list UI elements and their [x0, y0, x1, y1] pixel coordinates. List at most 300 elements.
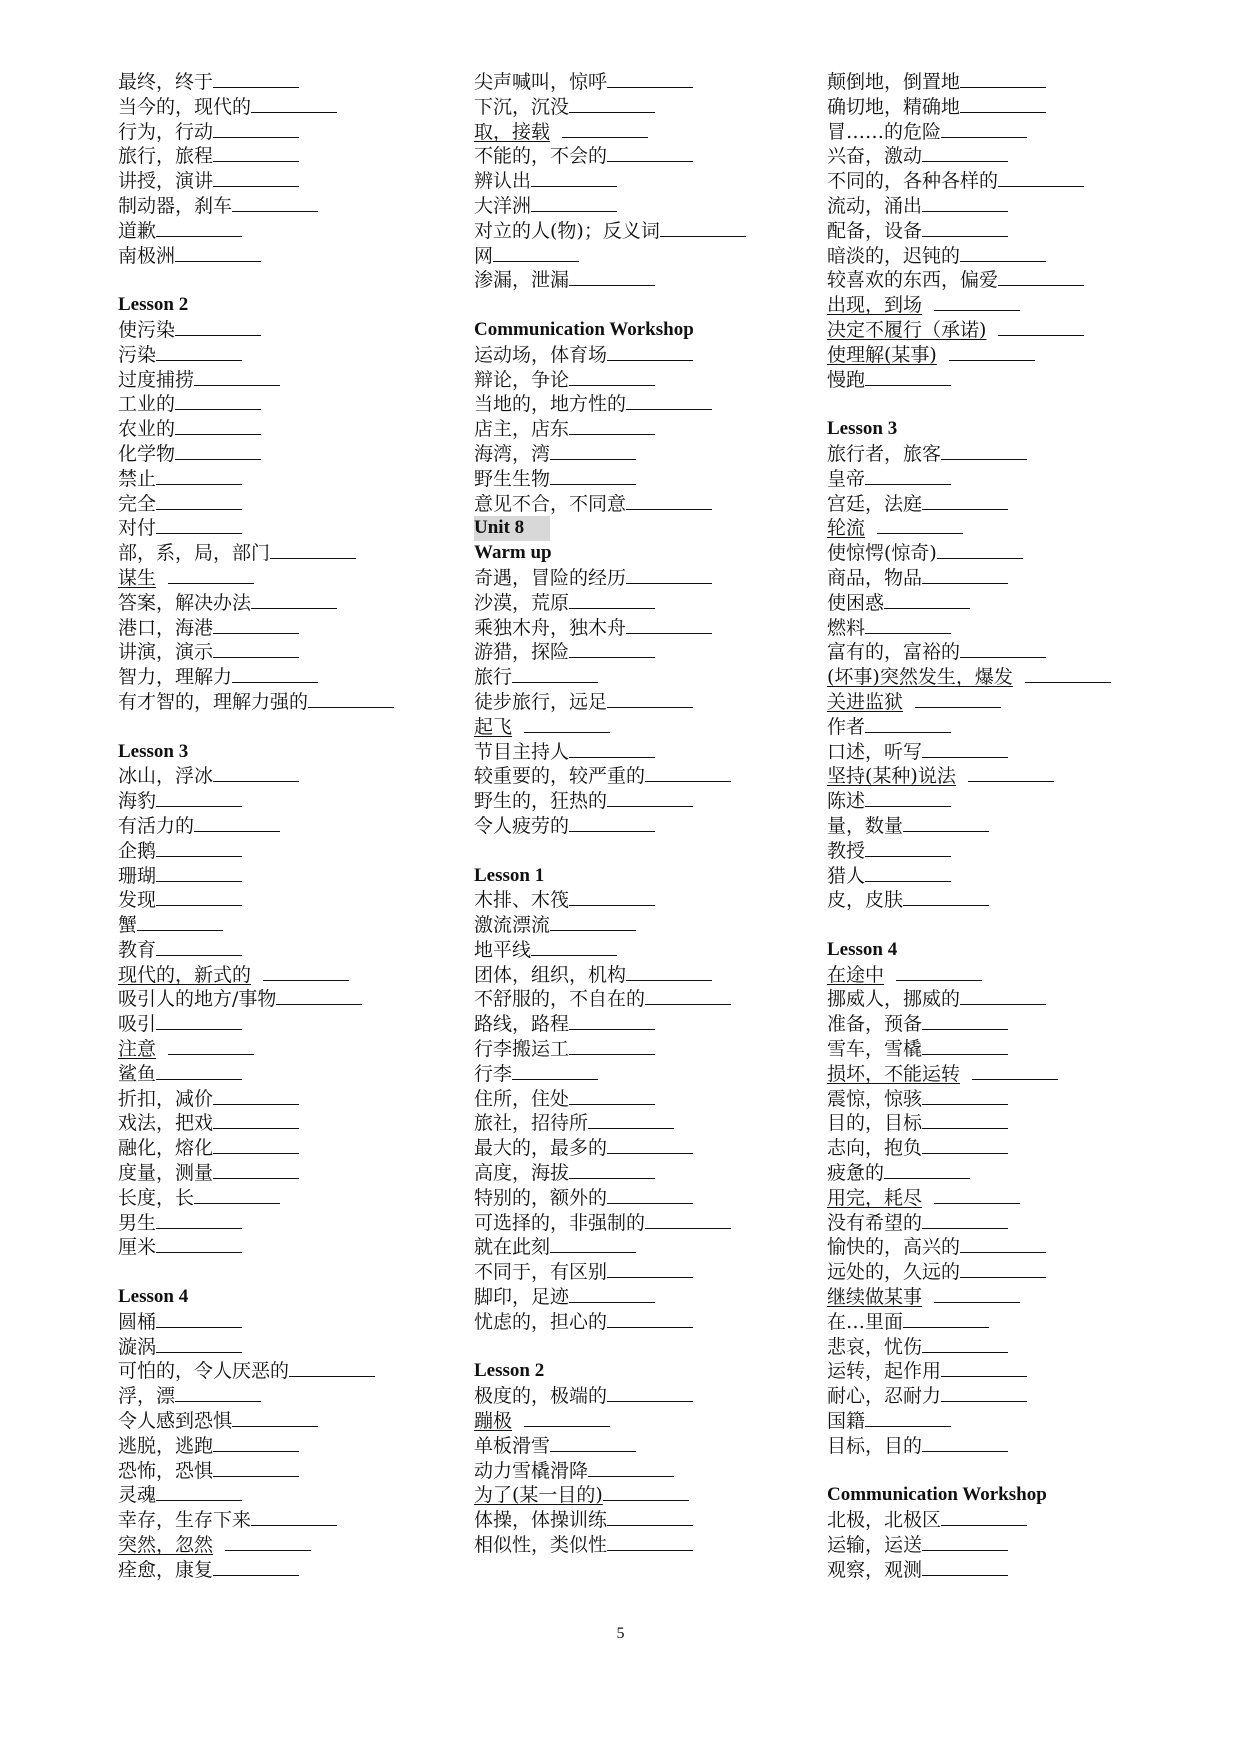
- answer-blank[interactable]: [550, 1251, 636, 1253]
- answer-blank[interactable]: [156, 1499, 242, 1501]
- answer-blank[interactable]: [225, 1549, 311, 1551]
- vocab-term: 野生生物: [474, 467, 551, 490]
- answer-blank[interactable]: [156, 1028, 242, 1030]
- answer-blank[interactable]: [569, 1053, 655, 1055]
- answer-blank[interactable]: [213, 1177, 299, 1179]
- answer-blank[interactable]: [922, 1227, 1008, 1229]
- answer-blank[interactable]: [569, 1301, 655, 1303]
- answer-blank[interactable]: [915, 706, 1001, 708]
- answer-blank[interactable]: [232, 1425, 318, 1427]
- answer-blank[interactable]: [922, 1127, 1008, 1129]
- vocab-entry: [118, 1335, 448, 1360]
- vocab-entry: [827, 1335, 1157, 1360]
- answer-blank[interactable]: [156, 1326, 242, 1328]
- answer-blank[interactable]: [922, 210, 1008, 212]
- answer-blank[interactable]: [968, 780, 1054, 782]
- vocab-entry: [118, 1012, 448, 1037]
- answer-blank[interactable]: [251, 607, 337, 609]
- vocab-entry: [474, 1012, 804, 1037]
- answer-blank[interactable]: [156, 880, 242, 882]
- answer-blank[interactable]: [194, 830, 280, 832]
- vocab-term: 颠倒地，倒置地: [827, 71, 961, 93]
- vocab-term: 冒……的危险: [827, 120, 942, 143]
- vocab-entry: [474, 1087, 804, 1112]
- answer-blank[interactable]: [1025, 681, 1111, 683]
- vocab-column-1: [118, 70, 448, 1583]
- answer-blank[interactable]: [569, 830, 655, 832]
- answer-blank[interactable]: [903, 1326, 989, 1328]
- answer-blank[interactable]: [531, 210, 617, 212]
- vocab-term: 厘米: [118, 1236, 157, 1259]
- answer-blank[interactable]: [941, 1524, 1027, 1526]
- answer-blank[interactable]: [251, 111, 337, 113]
- vocab-entry: [827, 318, 1157, 343]
- vocab-term: 猎人: [827, 864, 866, 887]
- vocab-term: 燃料: [827, 616, 866, 639]
- answer-blank[interactable]: [156, 954, 242, 956]
- vocab-term: 行李搬运工: [474, 1038, 570, 1061]
- answer-blank[interactable]: [175, 458, 261, 460]
- answer-blank[interactable]: [213, 185, 299, 187]
- vocab-term: 折扣，减价: [118, 1087, 214, 1110]
- answer-blank[interactable]: [645, 780, 731, 782]
- answer-blank[interactable]: [232, 681, 318, 683]
- answer-blank[interactable]: [865, 855, 951, 857]
- answer-blank[interactable]: [941, 1375, 1027, 1377]
- vocab-term: 路线，路程: [474, 1013, 570, 1036]
- vocab-entry: [118, 1459, 448, 1484]
- answer-blank[interactable]: [626, 508, 712, 510]
- vocab-entry: [118, 888, 448, 913]
- answer-blank[interactable]: [607, 160, 693, 162]
- vocab-term: 戏法，把戏: [118, 1112, 214, 1135]
- answer-blank[interactable]: [865, 880, 951, 882]
- vocab-term: 企鹅: [118, 839, 157, 862]
- section-heading: Unit 8: [474, 516, 550, 541]
- answer-blank[interactable]: [289, 1375, 375, 1377]
- vocab-term: 相似性，类似性: [474, 1534, 608, 1557]
- section-heading: Lesson 1: [474, 864, 545, 886]
- answer-blank[interactable]: [607, 1276, 693, 1278]
- vocab-entry: [474, 963, 804, 988]
- vocab-term: 讲演，演示: [118, 641, 214, 664]
- section-spacer: [474, 839, 804, 864]
- vocab-entry: [827, 194, 1157, 219]
- vocab-term: 旅行者，旅客: [827, 442, 942, 465]
- answer-blank[interactable]: [562, 136, 648, 138]
- vocab-term: 注意: [118, 1038, 157, 1061]
- answer-blank[interactable]: [175, 260, 261, 262]
- vocab-term: 陈述: [827, 790, 866, 813]
- vocab-term: 挪威人，挪威的: [827, 988, 961, 1011]
- answer-blank[interactable]: [194, 1202, 280, 1204]
- answer-blank[interactable]: [607, 805, 693, 807]
- answer-blank[interactable]: [168, 1053, 254, 1055]
- section-spacer: [474, 293, 804, 318]
- vocab-term: 就在此刻: [474, 1236, 551, 1259]
- answer-blank[interactable]: [213, 160, 299, 162]
- vocab-entry: [827, 1508, 1157, 1533]
- answer-blank[interactable]: [569, 607, 655, 609]
- answer-blank[interactable]: [607, 86, 693, 88]
- answer-blank[interactable]: [998, 334, 1084, 336]
- vocab-entry: [827, 1211, 1157, 1236]
- answer-blank[interactable]: [626, 408, 712, 410]
- answer-blank[interactable]: [213, 136, 299, 138]
- answer-blank[interactable]: [213, 1152, 299, 1154]
- vocab-entry: [474, 244, 804, 269]
- vocab-term: 损坏，不能运转: [827, 1062, 961, 1085]
- vocab-entry: [118, 1359, 448, 1384]
- vocab-term: 最大的，最多的: [474, 1137, 608, 1160]
- vocab-term: 起飞: [474, 715, 513, 738]
- answer-blank[interactable]: [213, 780, 299, 782]
- answer-blank[interactable]: [531, 954, 617, 956]
- vocab-term: 沙漠，荒原: [474, 591, 570, 614]
- vocab-entry: [827, 1136, 1157, 1161]
- answer-blank[interactable]: [960, 1251, 1046, 1253]
- answer-blank[interactable]: [603, 1499, 689, 1501]
- vocab-entry: [827, 1310, 1157, 1335]
- answer-blank[interactable]: [972, 1078, 1058, 1080]
- answer-blank[interactable]: [569, 756, 655, 758]
- vocab-term: 体操，体操训练: [474, 1509, 608, 1532]
- vocab-term: (坏事)突然发生，爆发: [827, 666, 1013, 689]
- vocab-entry: [474, 1235, 804, 1260]
- answer-blank[interactable]: [607, 1400, 693, 1402]
- vocab-entry: [827, 1558, 1157, 1583]
- answer-blank[interactable]: [960, 86, 1046, 88]
- answer-blank[interactable]: [213, 632, 299, 634]
- vocab-term: 运转，起作用: [827, 1360, 942, 1383]
- answer-blank[interactable]: [156, 1078, 242, 1080]
- answer-blank[interactable]: [607, 1524, 693, 1526]
- answer-blank[interactable]: [569, 111, 655, 113]
- vocab-term: 逃脱，逃跑: [118, 1434, 214, 1457]
- section-spacer: [827, 392, 1157, 417]
- vocab-term: 游猎，探险: [474, 641, 570, 664]
- answer-blank[interactable]: [941, 1400, 1027, 1402]
- answer-blank[interactable]: [569, 1028, 655, 1030]
- answer-blank[interactable]: [607, 1152, 693, 1154]
- section-heading: Communication Workshop: [474, 318, 694, 340]
- answer-blank[interactable]: [922, 1152, 1008, 1154]
- answer-blank[interactable]: [194, 384, 280, 386]
- answer-blank[interactable]: [569, 1177, 655, 1179]
- answer-blank[interactable]: [645, 1003, 731, 1005]
- section-spacer: [827, 1459, 1157, 1484]
- answer-blank[interactable]: [937, 557, 1023, 559]
- answer-blank[interactable]: [550, 1450, 636, 1452]
- vocab-term: 禁止: [118, 467, 157, 490]
- answer-blank[interactable]: [168, 582, 254, 584]
- vocab-entry: [474, 1111, 804, 1136]
- vocab-entry: [118, 244, 448, 269]
- answer-blank[interactable]: [626, 632, 712, 634]
- answer-blank[interactable]: [308, 706, 394, 708]
- vocab-entry: [474, 1508, 804, 1533]
- answer-blank[interactable]: [569, 656, 655, 658]
- vocab-entry: [118, 1136, 448, 1161]
- answer-blank[interactable]: [922, 1351, 1008, 1353]
- answer-blank[interactable]: [949, 359, 1035, 361]
- answer-blank[interactable]: [941, 136, 1027, 138]
- vocab-term: 志向，抱负: [827, 1137, 923, 1160]
- vocab-entry: [118, 591, 448, 616]
- vocab-term: 网: [474, 244, 494, 267]
- answer-blank[interactable]: [175, 433, 261, 435]
- answer-blank[interactable]: [156, 1227, 242, 1229]
- answer-blank[interactable]: [865, 483, 951, 485]
- vocab-entry: [827, 467, 1157, 492]
- vocab-term: 蹦极: [474, 1410, 513, 1433]
- vocab-entry: [827, 368, 1157, 393]
- answer-blank[interactable]: [922, 1053, 1008, 1055]
- vocab-term: 令人感到恐惧: [118, 1410, 233, 1433]
- answer-blank[interactable]: [922, 1574, 1008, 1576]
- vocab-entry: [118, 70, 448, 95]
- vocab-term: 兴奋，激动: [827, 145, 923, 168]
- answer-blank[interactable]: [156, 904, 242, 906]
- answer-blank[interactable]: [569, 284, 655, 286]
- vocab-term: 继续做某事: [827, 1286, 923, 1309]
- vocab-term: 男生: [118, 1211, 157, 1234]
- answer-blank[interactable]: [156, 359, 242, 361]
- answer-blank[interactable]: [524, 731, 610, 733]
- vocab-entry: [118, 1508, 448, 1533]
- vocab-term: 出现，到场: [827, 294, 923, 317]
- vocab-term: 震惊，惊骇: [827, 1087, 923, 1110]
- vocab-term: 道歉: [118, 219, 157, 242]
- answer-blank[interactable]: [607, 359, 693, 361]
- answer-blank[interactable]: [865, 1425, 951, 1427]
- vocab-term: 准备，预备: [827, 1013, 923, 1036]
- vocab-entry: [118, 95, 448, 120]
- answer-blank[interactable]: [251, 1524, 337, 1526]
- answer-blank[interactable]: [156, 508, 242, 510]
- vocab-term: 脚印，足迹: [474, 1286, 570, 1309]
- vocab-entry: [474, 1260, 804, 1285]
- vocab-term: 目标，目的: [827, 1434, 923, 1457]
- vocab-term: 使惊愕(惊奇): [827, 542, 937, 565]
- vocab-entry: [118, 417, 448, 442]
- answer-blank[interactable]: [607, 706, 693, 708]
- answer-blank[interactable]: [156, 1251, 242, 1253]
- vocab-entry: [827, 120, 1157, 145]
- answer-blank[interactable]: [626, 582, 712, 584]
- vocab-term: 野生的，狂热的: [474, 790, 608, 813]
- answer-blank[interactable]: [156, 1351, 242, 1353]
- vocab-term: 冰山，浮冰: [118, 765, 214, 788]
- answer-blank[interactable]: [512, 681, 598, 683]
- answer-blank[interactable]: [270, 557, 356, 559]
- vocab-term: 有才智的，理解力强的: [118, 690, 309, 713]
- answer-blank[interactable]: [512, 1078, 598, 1080]
- answer-blank[interactable]: [156, 532, 242, 534]
- answer-blank[interactable]: [232, 210, 318, 212]
- section-spacer: [118, 1260, 448, 1285]
- answer-blank[interactable]: [137, 929, 223, 931]
- answer-blank[interactable]: [550, 483, 636, 485]
- answer-blank[interactable]: [645, 1227, 731, 1229]
- vocab-term: 灵魂: [118, 1484, 157, 1507]
- answer-blank[interactable]: [865, 632, 951, 634]
- answer-blank[interactable]: [213, 1103, 299, 1105]
- answer-blank[interactable]: [607, 1326, 693, 1328]
- answer-blank[interactable]: [903, 830, 989, 832]
- answer-blank[interactable]: [865, 731, 951, 733]
- answer-blank[interactable]: [213, 1127, 299, 1129]
- vocab-entry: [118, 1111, 448, 1136]
- answer-blank[interactable]: [213, 1574, 299, 1576]
- answer-blank[interactable]: [998, 185, 1084, 187]
- answer-blank[interactable]: [569, 433, 655, 435]
- answer-blank[interactable]: [263, 979, 349, 981]
- vocab-entry: [118, 640, 448, 665]
- answer-blank[interactable]: [896, 979, 982, 981]
- vocab-entry: [118, 516, 448, 541]
- vocab-entry: [827, 839, 1157, 864]
- answer-blank[interactable]: [213, 1475, 299, 1477]
- answer-blank[interactable]: [588, 1127, 674, 1129]
- answer-blank[interactable]: [922, 582, 1008, 584]
- vocab-term: 化学物: [118, 442, 176, 465]
- answer-blank[interactable]: [175, 408, 261, 410]
- answer-blank[interactable]: [998, 284, 1084, 286]
- vocab-term: 浮，漂: [118, 1385, 176, 1408]
- vocab-term: 令人疲劳的: [474, 814, 570, 837]
- answer-blank[interactable]: [877, 532, 963, 534]
- vocab-term: 愉快的，高兴的: [827, 1236, 961, 1259]
- answer-blank[interactable]: [276, 1003, 362, 1005]
- vocab-entry: [474, 169, 804, 194]
- answer-blank[interactable]: [550, 458, 636, 460]
- vocab-term: 轮流: [827, 517, 866, 540]
- vocab-entry: [474, 1310, 804, 1335]
- vocab-term: 南极洲: [118, 244, 176, 267]
- answer-blank[interactable]: [922, 508, 1008, 510]
- answer-blank[interactable]: [922, 235, 1008, 237]
- vocab-entry: [118, 392, 448, 417]
- vocab-entry: [474, 1285, 804, 1310]
- vocab-entry: [474, 616, 804, 641]
- answer-blank[interactable]: [660, 235, 746, 237]
- answer-blank[interactable]: [531, 185, 617, 187]
- vocab-entry: [474, 392, 804, 417]
- page-number: 5: [616, 1625, 625, 1642]
- vocab-term: 融化，熔化: [118, 1137, 214, 1160]
- answer-blank[interactable]: [922, 1549, 1008, 1551]
- vocab-term: 不同的，各种各样的: [827, 170, 999, 193]
- answer-blank[interactable]: [569, 384, 655, 386]
- section-heading: Communication Workshop: [827, 1484, 1047, 1506]
- answer-blank[interactable]: [213, 656, 299, 658]
- answer-blank[interactable]: [607, 1202, 693, 1204]
- vocab-entry: [827, 1186, 1157, 1211]
- vocab-entry: [118, 318, 448, 343]
- vocab-term: 污染: [118, 343, 157, 366]
- answer-blank[interactable]: [156, 483, 242, 485]
- answer-blank[interactable]: [960, 1276, 1046, 1278]
- vocab-entry: [474, 1211, 804, 1236]
- answer-blank[interactable]: [493, 260, 579, 262]
- answer-blank[interactable]: [960, 111, 1046, 113]
- answer-blank[interactable]: [922, 1028, 1008, 1030]
- vocab-entry: [474, 1409, 804, 1434]
- vocab-term: 在…里面: [827, 1310, 904, 1333]
- answer-blank[interactable]: [922, 160, 1008, 162]
- vocab-entry: [827, 665, 1157, 690]
- answer-blank[interactable]: [156, 235, 242, 237]
- answer-blank[interactable]: [213, 1450, 299, 1452]
- answer-blank[interactable]: [934, 1202, 1020, 1204]
- vocab-term: 没有希望的: [827, 1211, 923, 1234]
- answer-blank[interactable]: [550, 929, 636, 931]
- section-heading: Lesson 4: [118, 1286, 189, 1308]
- vocab-entry: [827, 541, 1157, 566]
- vocab-entry: [118, 690, 448, 715]
- answer-blank[interactable]: [156, 805, 242, 807]
- answer-blank[interactable]: [884, 1177, 970, 1179]
- vocab-entry: [474, 888, 804, 913]
- vocab-entry: [118, 343, 448, 368]
- answer-blank[interactable]: [524, 1425, 610, 1427]
- vocab-entry: [474, 194, 804, 219]
- answer-blank[interactable]: [626, 979, 712, 981]
- answer-blank[interactable]: [960, 260, 1046, 262]
- answer-blank[interactable]: [960, 656, 1046, 658]
- answer-blank[interactable]: [922, 756, 1008, 758]
- vocab-entry: [827, 616, 1157, 641]
- answer-blank[interactable]: [588, 1475, 674, 1477]
- answer-blank[interactable]: [156, 855, 242, 857]
- answer-blank[interactable]: [884, 607, 970, 609]
- answer-blank[interactable]: [903, 904, 989, 906]
- answer-blank[interactable]: [569, 904, 655, 906]
- vocab-column-3: [827, 70, 1157, 1583]
- answer-blank[interactable]: [922, 1103, 1008, 1105]
- vocab-entry: [827, 169, 1157, 194]
- answer-blank[interactable]: [175, 1400, 261, 1402]
- answer-blank[interactable]: [865, 384, 951, 386]
- vocab-term: 运动场，体育场: [474, 343, 608, 366]
- vocab-entry: [827, 144, 1157, 169]
- vocab-entry: [118, 194, 448, 219]
- vocab-term: 激流漂流: [474, 914, 551, 937]
- vocab-entry: [827, 1384, 1157, 1409]
- answer-blank[interactable]: [213, 86, 299, 88]
- answer-blank[interactable]: [569, 1103, 655, 1105]
- vocab-term: 谋生: [118, 566, 157, 589]
- vocab-term: 悲哀，忧伤: [827, 1335, 923, 1358]
- answer-blank[interactable]: [865, 805, 951, 807]
- vocab-entry: [827, 343, 1157, 368]
- answer-blank[interactable]: [607, 1549, 693, 1551]
- answer-blank[interactable]: [934, 309, 1020, 311]
- vocab-term: 海豹: [118, 790, 157, 813]
- vocab-entry: [118, 1186, 448, 1211]
- vocab-term: 恐怖，恐惧: [118, 1459, 214, 1482]
- answer-blank[interactable]: [941, 458, 1027, 460]
- answer-blank[interactable]: [922, 1450, 1008, 1452]
- vocab-term: 皮，皮肤: [827, 889, 904, 912]
- answer-blank[interactable]: [960, 1003, 1046, 1005]
- vocab-term: 可怕的，令人厌恶的: [118, 1360, 290, 1383]
- answer-blank[interactable]: [175, 334, 261, 336]
- answer-blank[interactable]: [934, 1301, 1020, 1303]
- vocab-term: 智力，理解力: [118, 666, 233, 689]
- vocab-term: 漩涡: [118, 1335, 157, 1358]
